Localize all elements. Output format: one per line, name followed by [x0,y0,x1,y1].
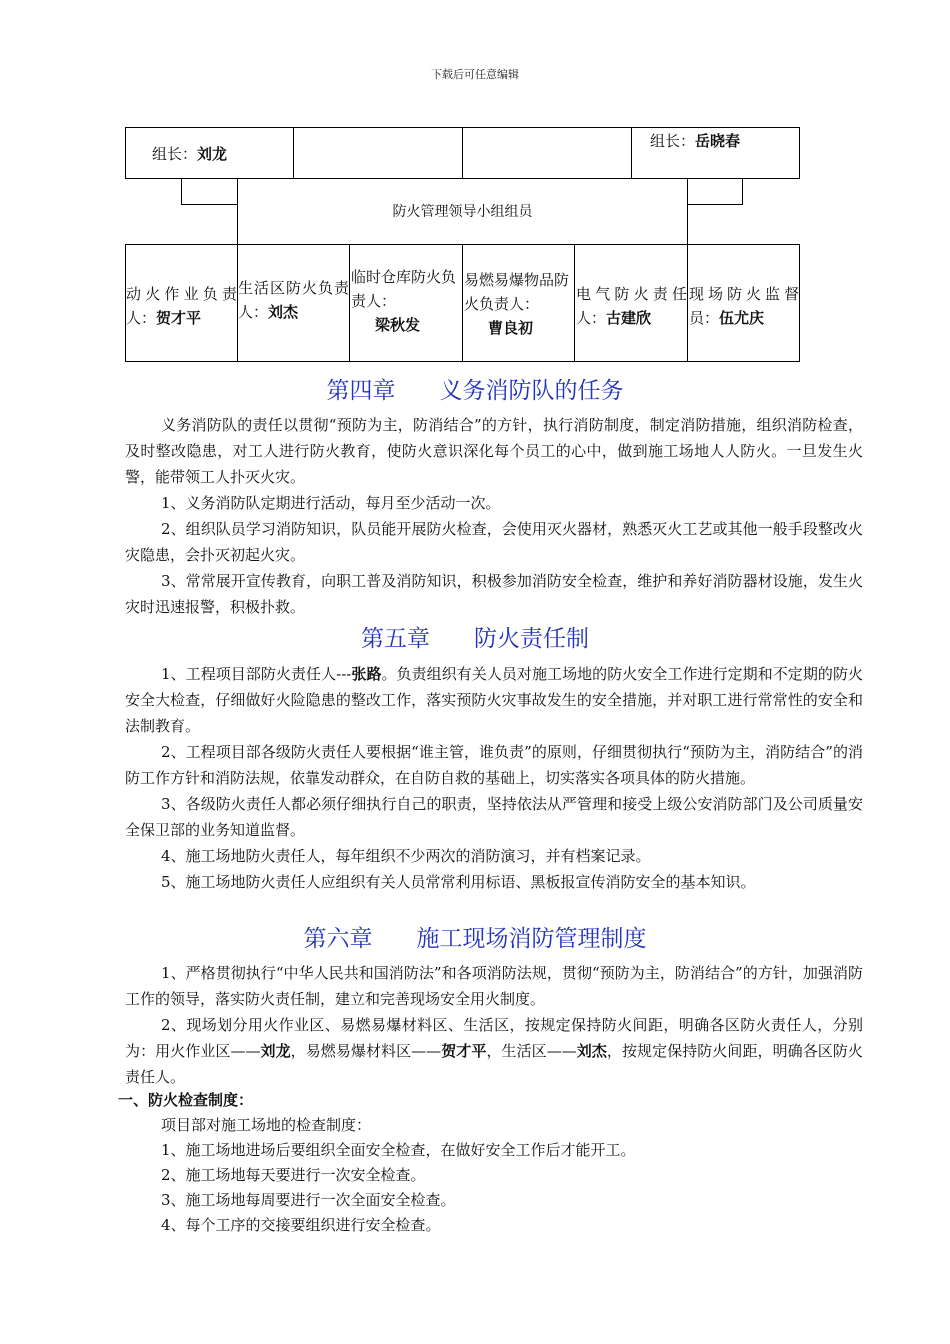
connector [742,178,743,205]
top-box-3 [462,127,632,179]
paragraph: 4、施工场地防火责任人，每年组织不少两次的消防演习，并有档案记录。 [161,847,651,865]
chapter-5-body [125,661,863,895]
member-electric: 电气防火责任人：古建欣 [576,285,687,327]
connector [181,178,182,205]
paragraph: 5、施工场地防火责任人应组织有关人员常常利用标语、黑板报宣传消防安全的基本知识。 [161,873,756,891]
paragraph: 2、工程项目部各级防火责任人要根据“谁主管，谁负责”的原则，仔细贯彻执行“预防为主，消防结合”的消防工作方针和消防法规，依靠发动群众，在自防自救的基础上，切实落实各项具体的防火措施。 [125,743,863,787]
paragraph: 项目部对施工场地的检查制度： [161,1116,372,1134]
group-leader-right: 组长：岳晓春 [650,132,741,150]
member-living-area: 生活区防火负责人：刘杰 [238,279,349,321]
paragraph: 3、各级防火责任人都必须仔细执行自己的职责，坚持依法从严管理和接受上级公安消防部门及公司质量安全保卫部的业务知道监督。 [125,795,863,839]
group-members-title: 防火管理领导小组组员 [392,204,533,220]
group-leader-left: 组长：刘龙 [152,145,228,163]
fire-inspection-section [118,1088,863,1238]
paragraph: 3、常常展开宣传教育，向职工普及消防知识，积极参加消防安全检查，维护和养好消防器材设施，发生火灾时迅速报警，积极扑救。 [125,572,863,616]
member-supervisor: 现场防火监督员：伍尤庆 [689,285,799,327]
middle-right-border [687,178,688,245]
member-temp-warehouse: 临时仓库防火负责人： 梁秋发 [351,268,457,334]
list-item: 1、施工场地进场后要组织全面安全检查，在做好安全工作后才能开工。 [161,1141,636,1159]
paragraph: 1、严格贯彻执行“中华人民共和国消防法”和各项消防法规，贯彻“预防为主，防消结合”的方针，加强消防工作的领导，落实防火责任制，建立和完善现场安全用火制度。 [125,964,863,1008]
section-heading: 一、防火检查制度： [118,1091,254,1109]
list-item: 3、施工场地每周要进行一次全面安全检查。 [161,1191,456,1209]
paragraph: 1、工程项目部防火责任人---张路。负责组织有关人员对施工场地的防火安全工作进行定期和不定期的防火安全大检查，仔细做好火险隐患的整改工作，落实预防火灾事故发生的安全措施，并对职工进行常常性的安全和法制教育。 [125,665,863,735]
member-flammable: 易燃易爆物品防火负责人： 曹良初 [464,271,570,337]
chapter-6-title: 第六章 施工现场消防管理制度 [303,926,647,952]
chapter-5-title: 第五章 防火责任制 [361,626,589,652]
chapter-4-body [125,412,863,620]
paragraph: 义务消防队的责任以贯彻“预防为主，防消结合”的方针，执行消防制度，制定消防措施，组织消防检查，及时整改隐患，对工人进行防火教育，使防火意识深化每个员工的心中，做到施工场地人人防火。一旦发生火警，能带领工人扑灭火灾。 [125,416,863,486]
connector [181,204,238,205]
paragraph: 2、现场划分用火作业区、易燃易爆材料区、生活区，按规定保持防火间距，明确各区防火责任人，分别为：用火作业区——刘龙，易燃易爆材料区——贺才平，生活区——刘杰，按规定保持防火间距，明确各区防火责任人。 [125,1016,863,1086]
page-header: 下载后可任意编辑 [431,68,519,81]
paragraph: 2、组织队员学习消防知识，队员能开展防火检查，会使用灭火器材，熟悉灭火工艺或其他一般手段整改火灾隐患，会扑灭初起火灾。 [125,520,863,564]
paragraph: 1、义务消防队定期进行活动，每月至少活动一次。 [161,494,501,512]
top-box-2 [293,127,463,179]
chapter-4-title: 第四章 义务消防队的任务 [326,378,624,404]
chapter-6-body [125,960,863,1090]
list-item: 2、施工场地每天要进行一次安全检查。 [161,1166,426,1184]
member-fire-operation: 动火作业负责人：贺才平 [126,285,237,327]
connector [687,204,743,205]
list-item: 4、每个工序的交接要组织进行安全检查。 [161,1216,441,1234]
